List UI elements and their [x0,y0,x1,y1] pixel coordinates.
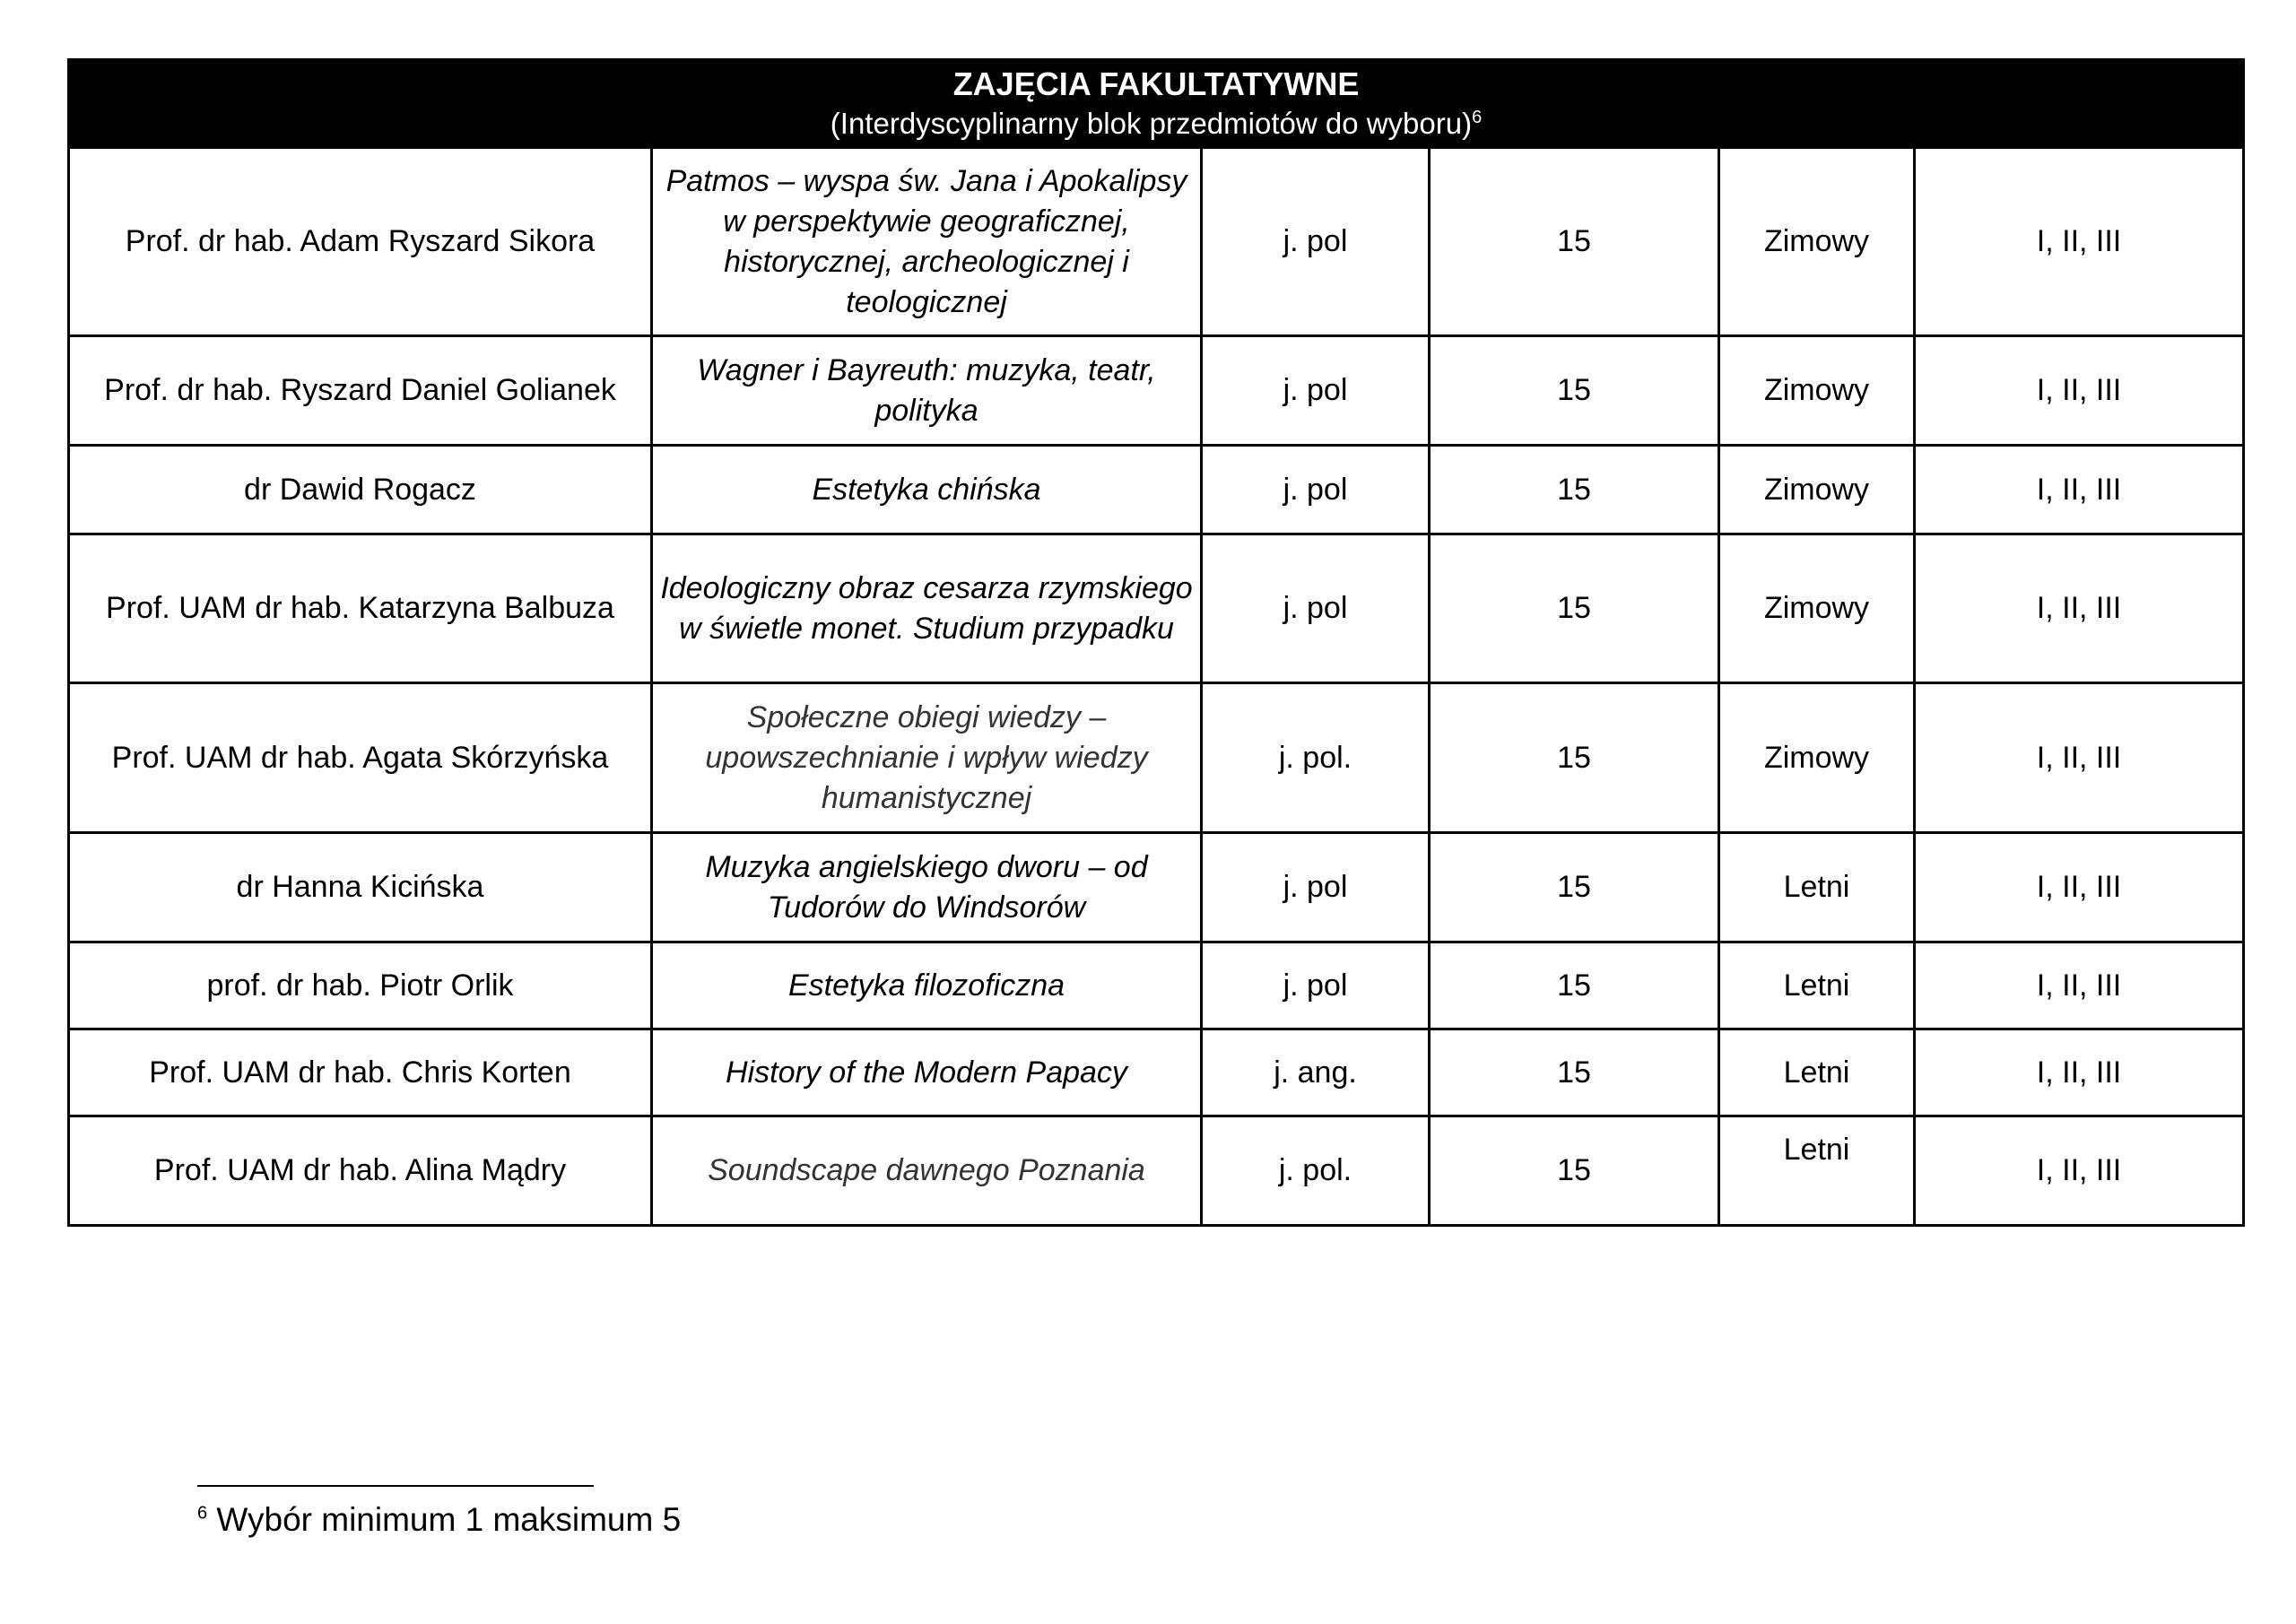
semester-cell: Zimowy [1719,534,1915,683]
footnote [197,1499,681,1541]
lecturer-cell: prof. dr hab. Piotr Orlik [69,942,652,1029]
course-title-cell: Estetyka filozoficzna [652,942,1202,1029]
language-cell: j. pol [1202,534,1430,683]
course-title-cell: Estetyka chińska [652,446,1202,534]
course-title-cell: Ideologiczny obraz cesarza rzymskiego w świetle monet. Studium przypadku [652,534,1202,683]
semester-cell: Zimowy [1719,148,1915,336]
footnote-text: Wybór minimum 1 maksimum 5 [207,1501,682,1538]
lecturer-cell: dr Hanna Kicińska [69,833,652,942]
language-cell: j. pol. [1202,1116,1430,1226]
hours-cell: 15 [1430,942,1719,1029]
footnote-separator [197,1485,594,1487]
course-title-cell: Muzyka angielskiego dworu – od Tudorów do Windsorów [652,833,1202,942]
table-subtitle [77,104,2235,143]
course-title-cell: Patmos – wyspa św. Jana i Apokalipsy w perspektywie geograficznej, historycznej, archeologicznej i teologicznej [652,148,1202,336]
hours-cell: 15 [1430,534,1719,683]
study-years-cell: I, II, III [1915,942,2244,1029]
language-cell: j. ang. [1202,1029,1430,1116]
lecturer-cell: Prof. UAM dr hab. Chris Korten [69,1029,652,1116]
semester-cell: Zimowy [1719,336,1915,446]
hours-cell: 15 [1430,336,1719,446]
hours-cell: 15 [1430,1116,1719,1226]
semester-cell: Zimowy [1719,446,1915,534]
table-row [69,534,2244,683]
hours-cell: 15 [1430,446,1719,534]
language-cell: j. pol [1202,446,1430,534]
table-row [69,1029,2244,1116]
table-header [69,60,2244,148]
table-row [69,446,2244,534]
table-row [69,336,2244,446]
lecturer-cell: Prof. dr hab. Adam Ryszard Sikora [69,148,652,336]
study-years-cell: I, II, III [1915,1116,2244,1226]
study-years-cell: I, II, III [1915,148,2244,336]
semester-cell: Letni [1719,1029,1915,1116]
study-years-cell: I, II, III [1915,336,2244,446]
study-years-cell: I, II, III [1915,1029,2244,1116]
footnote-marker: 6 [197,1503,208,1524]
lecturer-cell: Prof. dr hab. Ryszard Daniel Golianek [69,336,652,446]
semester-cell: Letni [1719,1116,1915,1226]
lecturer-cell: Prof. UAM dr hab. Katarzyna Balbuza [69,534,652,683]
table-row [69,942,2244,1029]
study-years-cell: I, II, III [1915,833,2244,942]
hours-cell: 15 [1430,833,1719,942]
semester-cell: Zimowy [1719,683,1915,833]
table-header-row [69,60,2244,148]
hours-cell: 15 [1430,683,1719,833]
hours-cell: 15 [1430,148,1719,336]
course-title-cell: Wagner i Bayreuth: muzyka, teatr, polityka [652,336,1202,446]
table-row [69,833,2244,942]
course-title-cell: Soundscape dawnego Poznania [652,1116,1202,1226]
language-cell: j. pol [1202,942,1430,1029]
semester-cell: Letni [1719,942,1915,1029]
hours-cell: 15 [1430,1029,1719,1116]
language-cell: j. pol [1202,336,1430,446]
study-years-cell: I, II, III [1915,446,2244,534]
table-title: ZAJĘCIA FAKULTATYWNE [952,65,1360,102]
table-row [69,683,2244,833]
lecturer-cell: Prof. UAM dr hab. Alina Mądry [69,1116,652,1226]
study-years-cell: I, II, III [1915,683,2244,833]
language-cell: j. pol. [1202,683,1430,833]
lecturer-cell: dr Dawid Rogacz [69,446,652,534]
footnote-reference: 6 [1472,107,1483,127]
language-cell: j. pol [1202,148,1430,336]
lecturer-cell: Prof. UAM dr hab. Agata Skórzyńska [69,683,652,833]
course-title-cell: Społeczne obiegi wiedzy – upowszechnianie i wpływ wiedzy humanistycznej [652,683,1202,833]
language-cell: j. pol [1202,833,1430,942]
elective-courses-table [67,58,2245,1227]
study-years-cell: I, II, III [1915,534,2244,683]
table-subtitle-text: (Interdyscyplinarny blok przedmiotów do wyboru) [830,106,1473,140]
semester-cell: Letni [1719,833,1915,942]
table-row [69,148,2244,336]
course-title-cell: History of the Modern Papacy [652,1029,1202,1116]
table-row [69,1116,2244,1226]
